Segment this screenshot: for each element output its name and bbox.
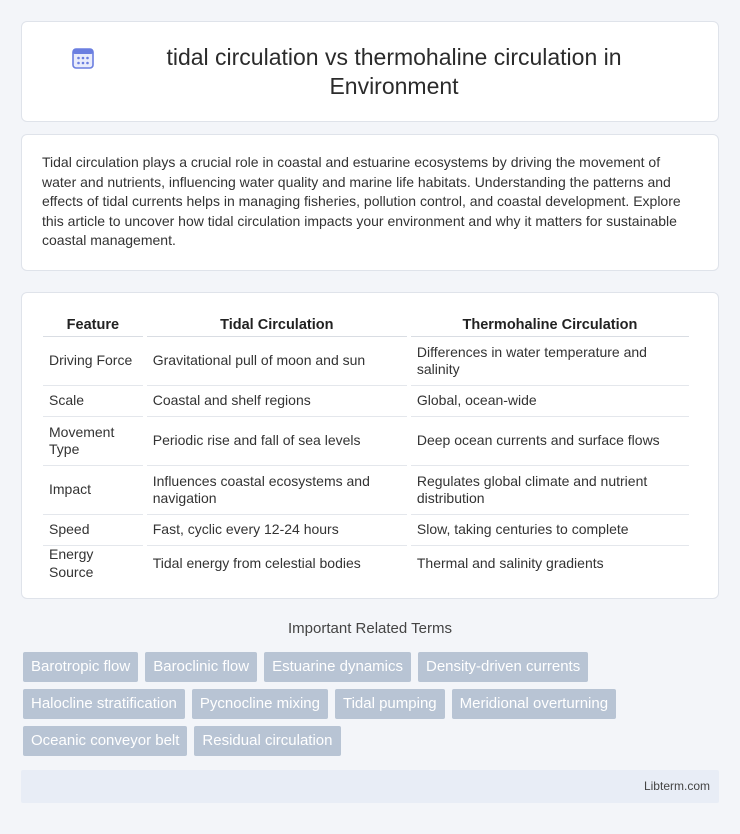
cell-thermohaline: Slow, taking centuries to complete — [411, 515, 689, 546]
header-tidal: Tidal Circulation — [147, 313, 407, 337]
tag-oceanic-conveyor-belt[interactable]: Oceanic conveyor belt — [23, 726, 187, 756]
cell-tidal: Tidal energy from celestial bodies — [152, 554, 361, 571]
table-row — [43, 386, 689, 417]
cell-feature: Driving Force — [43, 337, 143, 386]
cell-tidal: Gravitational pull of moon and sun — [147, 337, 407, 386]
comparison-table — [39, 313, 693, 581]
tag-tidal-pumping[interactable]: Tidal pumping — [335, 689, 445, 719]
tag-meridional-overturning[interactable]: Meridional overturning — [452, 689, 616, 719]
cell-tidal: Influences coastal ecosystems and navigation — [147, 466, 407, 515]
page-title: tidal circulation vs thermohaline circulation in Environment — [166, 43, 622, 99]
footer-site-link[interactable]: Libterm.com — [643, 779, 710, 793]
cell-thermohaline: Global, ocean-wide — [411, 386, 689, 417]
header-feature: Feature — [43, 313, 143, 337]
calendar-icon — [70, 45, 96, 71]
table-row — [43, 337, 689, 386]
tag-estuarine-dynamics[interactable]: Estuarine dynamics — [264, 652, 411, 682]
intro-paragraph: Tidal circulation plays a crucial role in coastal and estuarine ecosystems by driving the movement of water and nutrients, influencing water quality and marine life habitats. Understanding the patterns and effects of tidal currents helps in managing fisheries, pollution control, and coastal development. Explore this article to uncover how tidal circulation impacts your environment and why it matters for sustainable coastal management. — [42, 154, 681, 249]
tag-row — [23, 726, 723, 756]
cell-thermohaline: Thermal and salinity gradients — [416, 554, 604, 571]
cell-thermohaline: Regulates global climate and nutrient distribution — [411, 466, 689, 515]
table-header-row — [43, 313, 689, 337]
tag-barotropic-flow[interactable]: Barotropic flow — [23, 652, 138, 682]
comparison-card — [21, 292, 719, 599]
tag-baroclinic-flow[interactable]: Baroclinic flow — [145, 652, 257, 682]
table-row — [43, 546, 689, 581]
tag-density-driven-currents[interactable]: Density-driven currents — [418, 652, 588, 682]
related-terms-title: Important Related Terms — [288, 620, 452, 637]
tag-row — [23, 652, 723, 682]
cell-tidal: Coastal and shelf regions — [147, 386, 407, 417]
cell-tidal: Fast, cyclic every 12-24 hours — [147, 515, 407, 546]
header-thermohaline: Thermohaline Circulation — [411, 313, 689, 337]
footer — [21, 770, 719, 803]
cell-feature: Speed — [43, 515, 143, 546]
related-terms-list — [23, 652, 723, 763]
cell-feature: Impact — [43, 466, 143, 515]
tag-halocline-stratification[interactable]: Halocline stratification — [23, 689, 185, 719]
tag-pycnocline-mixing[interactable]: Pycnocline mixing — [192, 689, 328, 719]
cell-tidal: Periodic rise and fall of sea levels — [147, 417, 407, 466]
table-row — [43, 466, 689, 515]
intro-card — [21, 134, 719, 271]
cell-feature: Energy Source — [49, 546, 94, 580]
cell-feature: Movement Type — [43, 417, 143, 466]
cell-thermohaline: Differences in water temperature and salinity — [411, 337, 689, 386]
cell-thermohaline: Deep ocean currents and surface flows — [411, 417, 689, 466]
cell-feature: Scale — [43, 386, 143, 417]
title-container — [70, 43, 670, 101]
tag-residual-circulation[interactable]: Residual circulation — [194, 726, 340, 756]
table-row — [43, 515, 689, 546]
table-row — [43, 417, 689, 466]
title-card — [21, 21, 719, 122]
tag-row — [23, 689, 723, 719]
